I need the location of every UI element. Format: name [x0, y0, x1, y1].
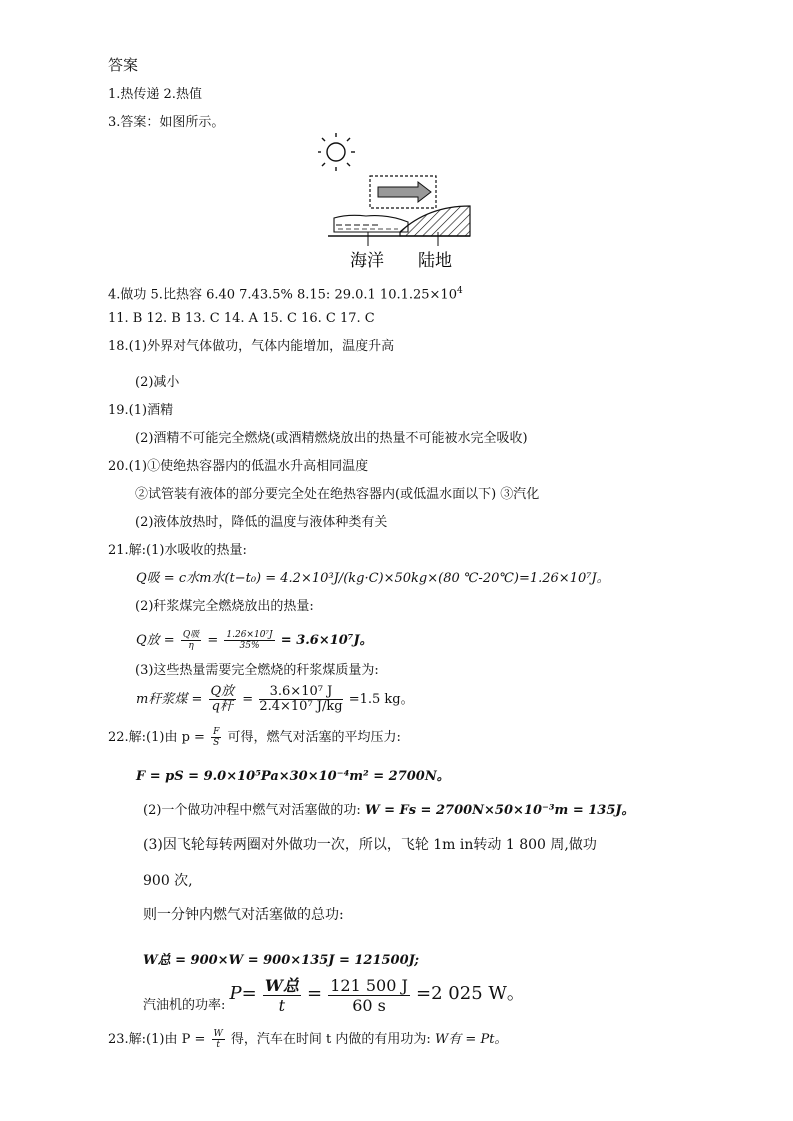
answer-q22-power: 汽油机的功率: P= $\frac{\text{W总}}{t}$ = $\frac{121 500 J}{60 s}$ =2 025 W。	[143, 976, 525, 1015]
land-hatched	[400, 206, 470, 236]
sea-label: 海洋	[350, 251, 384, 271]
answer-q22-p2: (2)一个做功冲程中燃气对活塞做的功: W = Fs = 2700N×50×10⁻³m = 135J。	[143, 803, 635, 818]
answer-q1-2: 1.热传递 2.热值	[108, 87, 202, 102]
answer-q18-2: (2)减小	[135, 375, 180, 390]
answer-q18-1: 18.(1)外界对气体做功，气体内能增加，温度升高	[108, 339, 395, 354]
answer-q19-1: 19.(1)酒精	[108, 403, 174, 418]
land-label: 陆地	[418, 251, 452, 271]
answer-q22-p3a: (3)因飞轮每转两圈对外做功一次，所以，飞轮 1m in转动 1 800 周,做功	[143, 837, 597, 853]
answer-q22-p3c: 则一分钟内燃气对活塞做的总功:	[143, 907, 344, 923]
answer-q20-2: ②试管装有液体的部分要完全处在绝热容器内(或低温水面以下) ③汽化	[135, 487, 540, 502]
answer-q20-3: (2)液体放热时，降低的温度与液体种类有关	[135, 515, 388, 530]
answer-q22-eq1: F = pS = 9.0×10⁵Pa×30×10⁻⁴m² = 2700N。	[136, 769, 450, 784]
answer-q22-intro: 22.解:(1)由 p = $\frac{F}{S}$ 可得，燃气对活塞的平均压力:	[108, 727, 401, 748]
answer-q20-1: 20.(1)①使绝热容器内的低温水升高相同温度	[108, 459, 369, 474]
answer-q21-p3: (3)这些热量需要完全燃烧的秆浆煤质量为:	[135, 663, 379, 678]
sea-land-breeze-figure	[318, 128, 478, 276]
answer-q22-eq-total: W总 = 900×W = 900×135J = 121500J;	[143, 953, 420, 968]
answer-q23: 23.解:(1)由 P = $\frac{W}{t}$ 得，汽车在时间 t 内做的有用功为: W有 = Pt。	[108, 1029, 508, 1050]
sun-icon	[318, 133, 355, 171]
sea-surface	[334, 215, 408, 232]
answer-q4-10: 4.做功 5.比热容 6.40 7.43.5% 8.15: 29.0.1 $10.1.25\times 10^4$	[108, 286, 463, 303]
answer-q22-p3b: 900 次,	[143, 873, 193, 889]
answer-q21-p2: (2)秆浆煤完全燃烧放出的热量:	[135, 599, 314, 614]
answer-q19-2: (2)酒精不可能完全燃烧(或酒精燃烧放出的热量不可能被水完全吸收)	[135, 431, 528, 446]
wind-arrow-icon	[378, 182, 431, 202]
answer-q11-17: 11. B 12. B 13. C 14. A 15. C 16. C 17. C	[108, 311, 375, 326]
answer-q21-intro: 21.解:(1)水吸收的热量:	[108, 543, 247, 558]
answer-q21-eq2: Q放 = $\frac{\text{Q吸}}{\eta}$ = $\frac{\text{1.26×10⁷J}}{35\%}$ = 3.6×10⁷J。	[136, 630, 373, 651]
answer-q21-eq1: Q吸 = c水m水(t−t₀) = 4.2×10³J/(kg·C)×50kg×(80 ℃-20℃)=1.26×10⁷J。	[136, 571, 610, 586]
answer-q21-eq3: m秆浆煤 = $\frac{\text{Q放}}{\text{q秆}}$ = $\frac{\text{3.6×10⁷ J}}{\text{2.4×10⁷ J/kg}}$ =1.5 kg。	[136, 684, 414, 714]
answer-heading: 答案	[108, 56, 139, 74]
answer-q3: 3.答案：如图所示。	[108, 115, 225, 130]
